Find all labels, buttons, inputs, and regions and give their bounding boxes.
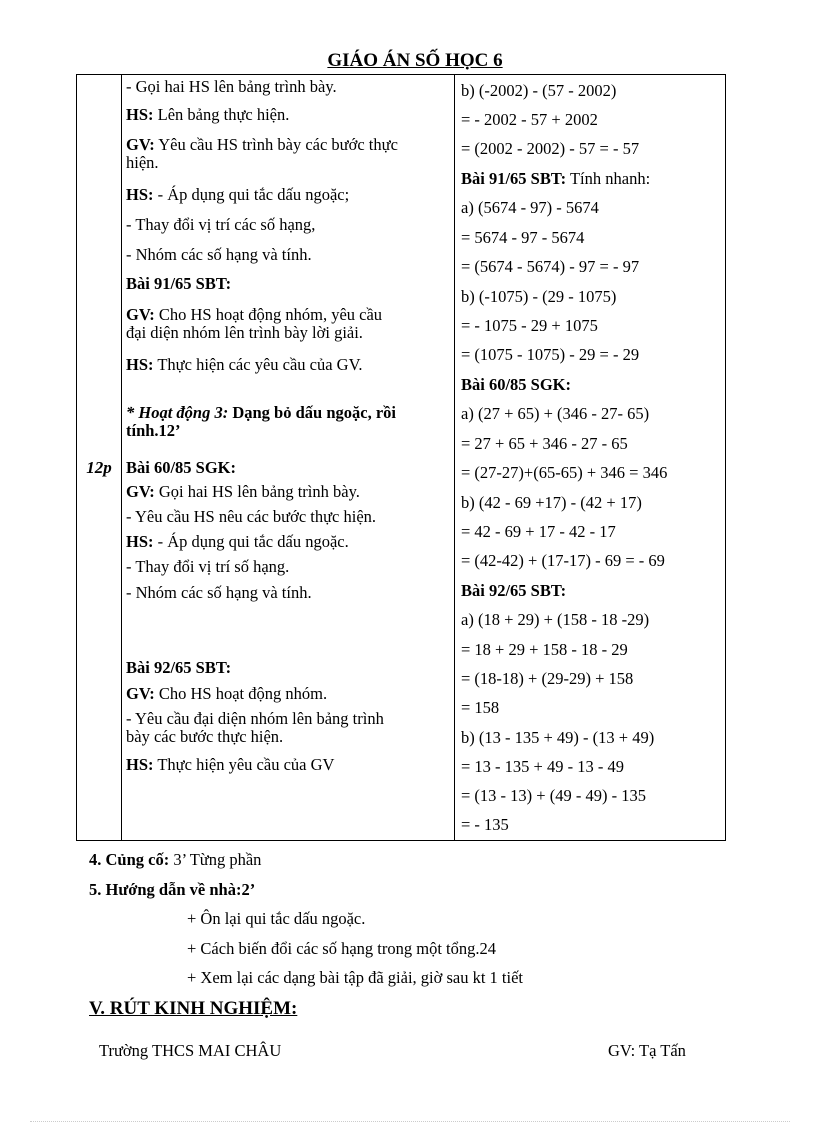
column-divider-time: [121, 75, 122, 840]
time-label: 12p: [86, 458, 112, 477]
page-bottom-rule: [30, 1121, 790, 1122]
activity-line: [126, 684, 327, 704]
activity-text: đại diện nhóm lên trình bày lời giải.: [126, 323, 363, 342]
activity-line: [126, 532, 349, 552]
homework-item: + Cách biến đổi các số hạng trong một tổng.24: [187, 939, 496, 958]
activity-line: [126, 245, 312, 265]
solution-text: = 5674 - 97 - 5674: [461, 228, 585, 247]
solution-line: [461, 757, 624, 777]
activity-text: Dạng bỏ dấu ngoặc, rồi: [228, 403, 396, 422]
activity-line: [126, 727, 283, 747]
activity-line: [126, 135, 398, 155]
activity-text: Thực hiện yêu cầu của GV: [153, 755, 335, 774]
activity-text: Lên bảng thực hiện.: [153, 105, 290, 124]
solution-line: [461, 345, 639, 365]
solution-line: [461, 139, 639, 159]
activity-label: GV:: [126, 305, 155, 324]
activity-text: tính.12’: [126, 421, 181, 440]
solution-text: b) (-2002) - (57 - 2002): [461, 81, 617, 100]
solution-text: = 158: [461, 698, 500, 717]
activity-line: [126, 215, 315, 235]
activity-label: Bài 92/65 SBT:: [126, 658, 232, 677]
activity-text: - Nhóm các số hạng và tính.: [126, 583, 312, 602]
activity-line: [126, 507, 376, 527]
activity-line: [126, 583, 312, 603]
solution-line: [461, 815, 509, 835]
solution-line: [461, 698, 499, 718]
solution-text: b) (-1075) - (29 - 1075): [461, 287, 617, 306]
activity-text: Gọi hai HS lên bảng trình bày.: [154, 482, 360, 501]
column-divider-content: [454, 75, 455, 840]
solution-text: Tính nhanh:: [566, 169, 651, 188]
solution-line: [461, 493, 642, 513]
activity-line: [126, 305, 382, 325]
solution-line: [461, 316, 598, 336]
activity-text: - Áp dụng qui tắc dấu ngoặc.: [153, 532, 349, 551]
solution-line: [461, 81, 616, 101]
solution-line: [461, 404, 649, 424]
activity-text: - Yêu cầu HS nêu các bước thực hiện.: [126, 507, 377, 526]
activity-line: [126, 658, 231, 678]
solution-text: a) (5674 - 97) - 5674: [461, 198, 599, 217]
consolidation-text: 3’ Từng phần: [169, 850, 262, 869]
consolidation-label: 4. Củng cố:: [89, 850, 170, 869]
activity-text: Cho HS hoạt động nhóm, yêu cầu: [154, 305, 383, 324]
activity-text: - Thay đổi vị trí các số hạng,: [126, 215, 316, 234]
solution-line: [461, 669, 633, 689]
solution-label: Bài 60/85 SGK:: [461, 375, 572, 394]
solution-line: [461, 228, 584, 248]
solution-text: = 18 + 29 + 158 - 18 - 29: [461, 640, 628, 659]
activity-text: - Thay đổi vị trí số hạng.: [126, 557, 290, 576]
school-name: Trường THCS MAI CHÂU: [99, 1041, 282, 1060]
activity-text: - Yêu cầu đại diện nhóm lên bảng trình: [126, 709, 384, 728]
activity-label: * Hoạt động 3:: [126, 403, 229, 422]
activity-line: [126, 77, 337, 97]
activity-label: HS:: [126, 755, 154, 774]
activity-label: HS:: [126, 532, 154, 551]
solution-line: [461, 198, 599, 218]
solution-text: = 42 - 69 + 17 - 42 - 17: [461, 522, 616, 541]
activity-text: Thực hiện các yêu cầu của GV.: [153, 355, 363, 374]
activity-line: [126, 323, 363, 343]
solution-text: = - 135: [461, 815, 509, 834]
solution-line: [461, 434, 628, 454]
solution-text: = 27 + 65 + 346 - 27 - 65: [461, 434, 628, 453]
activity-line: [126, 105, 289, 125]
solution-text: a) (27 + 65) + (346 - 27- 65): [461, 404, 650, 423]
solution-line: [461, 522, 616, 542]
activity-line: [126, 153, 159, 173]
solution-text: = - 1075 - 29 + 1075: [461, 316, 598, 335]
solution-label: Bài 92/65 SBT:: [461, 581, 567, 600]
solution-text: b) (13 - 135 + 49) - (13 + 49): [461, 728, 655, 747]
activity-label: GV:: [126, 482, 155, 501]
activity-label: Bài 91/65 SBT:: [126, 274, 232, 293]
activity-label: Bài 60/85 SGK:: [126, 458, 237, 477]
homework-item: + Xem lại các dạng bài tập đã giải, giờ sau kt 1 tiết: [187, 968, 524, 987]
activity-label: HS:: [126, 185, 154, 204]
activity-label: HS:: [126, 355, 154, 374]
solution-text: b) (42 - 69 +17) - (42 + 17): [461, 493, 642, 512]
consolidation-line: [89, 850, 261, 870]
solution-text: = (18-18) + (29-29) + 158: [461, 669, 634, 688]
solution-text: = (5674 - 5674) - 97 = - 97: [461, 257, 640, 276]
activity-line: [126, 355, 363, 375]
homework-heading: 5. Hướng dẫn về nhà:2’: [89, 880, 256, 899]
activity-label: HS:: [126, 105, 154, 124]
solution-text: = (1075 - 1075) - 29 = - 29: [461, 345, 640, 364]
lesson-table: [76, 74, 726, 841]
solution-line: [461, 287, 616, 307]
solution-line: [461, 110, 598, 130]
solution-line: [461, 581, 566, 601]
activity-text: Yêu cầu HS trình bày các bước thực: [154, 135, 398, 154]
activity-label: GV:: [126, 135, 155, 154]
solution-text: = (27-27)+(65-65) + 346 = 346: [461, 463, 668, 482]
activity-text: Cho HS hoạt động nhóm.: [154, 684, 328, 703]
solution-line: [461, 463, 667, 483]
solution-line: [461, 786, 646, 806]
solution-line: [461, 551, 665, 571]
activity-text: - Nhóm các số hạng và tính.: [126, 245, 312, 264]
solution-line: [461, 728, 654, 748]
activity-line: [126, 403, 396, 423]
activity-line: [126, 482, 360, 502]
solution-text: = 13 - 135 + 49 - 13 - 49: [461, 757, 624, 776]
solution-text: = (2002 - 2002) - 57 = - 57: [461, 139, 640, 158]
activity-line: [126, 421, 181, 441]
activity-line: [126, 557, 289, 577]
activity-line: [126, 755, 334, 775]
solution-line: [461, 610, 649, 630]
solution-line: [461, 640, 628, 660]
activity-label: GV:: [126, 684, 155, 703]
solution-line: [461, 257, 639, 277]
solution-label: Bài 91/65 SBT:: [461, 169, 567, 188]
solution-text: = (42-42) + (17-17) - 69 = - 69: [461, 551, 665, 570]
solution-text: = - 2002 - 57 + 2002: [461, 110, 598, 129]
activity-text: bày các bước thực hiện.: [126, 727, 284, 746]
section-heading-experience: V. RÚT KINH NGHIỆM:: [89, 998, 298, 1019]
page-title: GIÁO ÁN SỐ HỌC 6: [327, 50, 503, 71]
activity-line: [126, 274, 231, 294]
activity-text: - Áp dụng qui tắc dấu ngoặc;: [153, 185, 350, 204]
activity-text: - Gọi hai HS lên bảng trình bày.: [126, 77, 337, 96]
activity-line: [126, 709, 384, 729]
solution-text: = (13 - 13) + (49 - 49) - 135: [461, 786, 646, 805]
teacher-name: GV: Tạ Tấn: [608, 1041, 686, 1060]
activity-line: [126, 185, 349, 205]
activity-line: [126, 458, 236, 478]
solution-line: [461, 169, 650, 189]
solution-text: a) (18 + 29) + (158 - 18 -29): [461, 610, 650, 629]
solution-line: [461, 375, 571, 395]
activity-text: hiện.: [126, 153, 159, 172]
homework-item: + Ôn lại qui tắc dấu ngoặc.: [187, 909, 366, 928]
